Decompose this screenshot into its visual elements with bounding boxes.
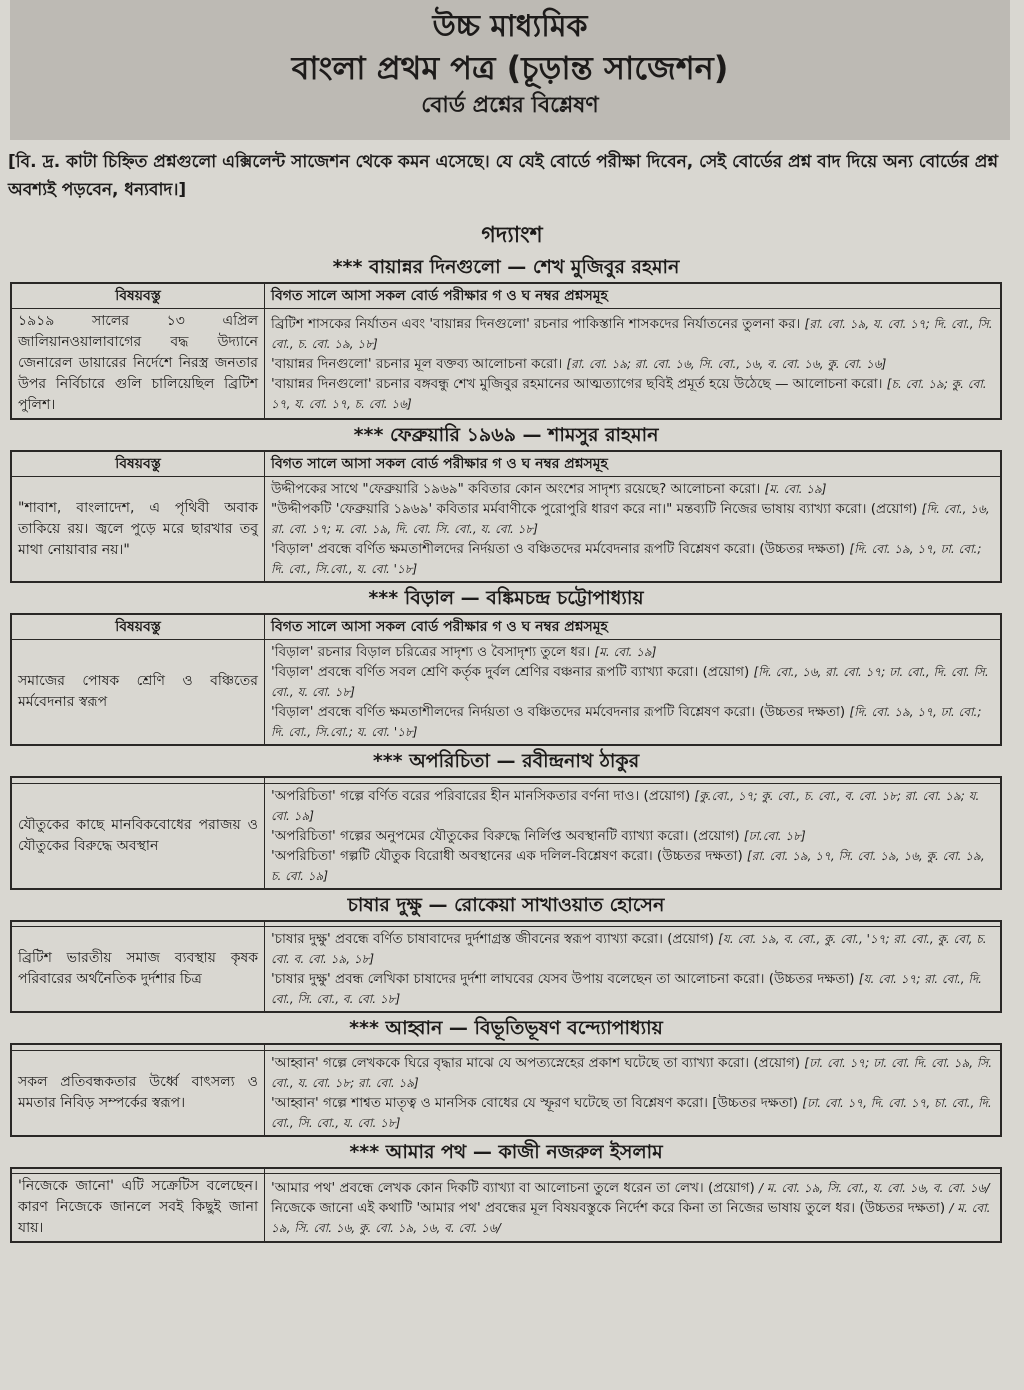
question-citation: / ম. বো. ১৯, সি. বো., য. বো. ১৬, ব. বো. ১৬/ <box>759 1180 990 1195</box>
question-item <box>271 1178 994 1198</box>
topic-cell: সমাজের পোষক শ্রেণি ও বঞ্চিতের মর্মবেদনার স্বরূপ <box>11 640 265 746</box>
table-row <box>11 1174 1001 1243</box>
section-title: *** আহ্বান — বিভূতিভূষণ বন্দ্যোপাধ্যায় <box>349 1017 663 1039</box>
question-citation: / ম. বো. ১৯, সি. বো. ১৬, কু. বো. ১৯, ১৬, ব. বো. ১৬/ <box>271 1200 991 1235</box>
topic-cell: ব্রিটিশ ভারতীয় সমাজ ব্যবস্থায় কৃষক পরিবারের অর্থনৈতিক দুর্দশার চিত্র <box>11 927 265 1013</box>
question-item <box>271 826 994 846</box>
question-item <box>271 662 994 702</box>
questions-cell <box>265 1174 1002 1243</box>
table-row <box>11 477 1001 583</box>
section-title: *** আমার পথ — কাজী নজরুল ইসলাম <box>349 1140 663 1163</box>
question-text: 'অপরিচিতা' গল্পে বর্ণিত বরের পরিবারের হীন মানসিকতার বর্ণনা দাও। (প্রয়োগ) <box>271 787 695 804</box>
question-item <box>271 846 994 886</box>
question-text: 'আমার পথ' প্রবন্ধে লেখক কোন দিকটি ব্যাখ্যা বা আলোচনা তুলে ধরেন তা লেখ। (প্রয়োগ) <box>271 1179 760 1196</box>
question-item <box>271 642 994 662</box>
question-citation: [দি. বো. ১৯, ১৭, ঢা. বো.; দি. বো., সি.বো.; য. বো. '১৮] <box>271 705 982 739</box>
question-item <box>271 969 994 1009</box>
question-text: 'বায়ান্নর দিনগুলো' রচনার মূল বক্তব্য আলোচনা করো। <box>271 355 567 372</box>
question-table <box>10 776 1002 890</box>
question-citation: [কু.বো., ১৭; কু. বো., চ. বো., ব. বো. ১৮; রা. বো. ১৯; য. বো. ১৯] <box>271 788 980 823</box>
table-header-row <box>11 614 1001 640</box>
table-row <box>11 927 1001 1013</box>
question-text: নিজেকে জানো এই কথাটি 'আমার পথ' প্রবন্ধের মূল বিষয়বস্তুকে নির্দেশ করে কিনা তা নিজের ভাষায় তুলে ধর। (উচ্চতর দক্ষতা) <box>271 1199 950 1216</box>
topic-cell: যৌতুকের কাছে মানবিকবোধের পরাজয় ও যৌতুকের বিরুদ্ধে অবস্থান <box>11 783 265 889</box>
questions-cell <box>265 927 1002 1013</box>
question-text: 'আহ্বান' গল্পে শাশ্বত মাতৃত্ব ও মানসিক বোধের যে স্ফূরণ ঘটেছে তা বিশ্লেষণ করো। [উচ্চতর দক্ষতা) <box>271 1094 803 1111</box>
table-row <box>11 640 1001 746</box>
question-citation: [চ. বো. ১৯; কু. বো. ১৭, য. বো. ১৭, চ. বো. ১৬] <box>271 376 987 411</box>
header-topic: বিষয়বস্তু <box>11 451 265 477</box>
page-title: বাংলা প্রথম পত্র (চূড়ান্ত সাজেশন) <box>291 49 729 87</box>
question-text: ব্রিটিশ শাসকের নির্যাতন এবং 'বায়ান্নর দিনগুলো' রচনার পাকিস্তানি শাসকদের নির্যাতনের তুলনা কর। <box>271 315 805 332</box>
questions-cell <box>265 783 1002 889</box>
sections-container <box>10 252 1002 1243</box>
header-questions: বিগত সালে আসা সকল বোর্ড পরীক্ষার গ ও ঘ নম্বর প্রশ্নসমূহ <box>265 451 1002 477</box>
question-text: 'বিড়াল' রচনার বিড়াল চরিত্রের সাদৃশ্য ও বৈসাদৃশ্য তুলে ধর। <box>271 644 595 660</box>
topic-cell: সকল প্রতিবন্ধকতার উর্ধ্বে বাৎসল্য ও মমতার নিবিড় সম্পর্কের স্বরূপ। <box>11 1050 265 1136</box>
question-table <box>10 920 1002 1014</box>
section-title: *** বিড়াল — বঙ্কিমচন্দ্র চট্টোপাধ্যায় <box>368 587 644 609</box>
question-citation: [দি. বো., ১৬, রা. বো. ১৭; ঢা. বো., দি. বো. সি. বো., য. বো. ১৮] <box>271 665 989 699</box>
question-citation: [দি. বো. ১৯, ১৭, ঢা. বো.; দি. বো., সি.বো., য. বো. '১৮] <box>271 542 982 576</box>
question-item <box>271 1093 994 1133</box>
question-item <box>271 1198 994 1238</box>
question-citation: [রা. বো. ১৯; রা. বো. ১৬, সি. বো., ১৬, ব. বো. ১৬, কু. বো. ১৬] <box>566 356 887 371</box>
question-text: 'আহ্বান' গল্পে লেখককে ঘিরে বৃদ্ধার মাঝে যে অপত্যস্নেহের প্রকাশ ঘটেছে তা ব্যাখ্যা করো। (প্রয়োগ) <box>271 1054 805 1071</box>
question-item <box>271 702 994 742</box>
question-citation: [ম. বো. ১৯] <box>764 482 827 496</box>
page-subtitle: বোর্ড প্রশ্নের বিশ্লেষণ <box>421 93 599 118</box>
question-text: "উদ্দীপকটি 'ফেব্রুয়ারি ১৯৬৯' কবিতার মর্মবাণীকে পুরোপুরি ধারণ করে না।" মন্তব্যটি নিজের ভাষায় ব্যাখ্যা করো। (প্রয়োগ) <box>271 501 922 517</box>
question-citation: [রা. বো. ১৯, য. বো. ১৭; দি. বো., সি. বো., চ. বো. ১৯, ১৮] <box>271 316 993 351</box>
question-item <box>271 539 994 579</box>
question-citation: [ঢা. বো. ১৭, দি. বো. ১৭, চা. বো., দি. বো., সি. বো., য. বো. ১৮] <box>271 1095 992 1130</box>
question-item <box>271 374 994 414</box>
question-text: 'চাষার দুক্ষু' প্রবন্ধে বর্ণিত চাষাবাদের দুর্দশাগ্রস্ত জীবনের স্বরূপ ব্যাখ্যা করো। (প্রয়োগ) <box>271 931 719 947</box>
header-questions: বিগত সালে আসা সকল বোর্ড পরীক্ষার গ ও ঘ নম্বর প্রশ্নসমূহ <box>265 614 1002 640</box>
questions-cell <box>265 640 1002 746</box>
level-heading: উচ্চ মাধ্যমিক <box>432 9 588 44</box>
title-banner <box>10 0 1010 140</box>
question-text: উদ্দীপকের সাথে "ফেব্রুয়ারি ১৯৬৯" কবিতার কোন অংশের সাদৃশ্য রয়েছে? আলোচনা করো। <box>271 481 765 497</box>
section-title: *** ফেব্রুয়ারি ১৯৬৯ — শামসুর রাহমান <box>353 424 659 446</box>
table-header-row <box>11 451 1001 477</box>
questions-cell <box>265 1050 1002 1136</box>
question-text: 'চাষার দুক্ষু' প্রবন্ধ লেখিকা চাষাদের দুর্দশা লাঘবের যেসব উপায় বলেছেন তা আলোচনা করো। (উচ্চতর দক্ষতা) <box>271 971 859 987</box>
question-citation: [রা. বো. ১৯, ১৭, সি. বো. ১৯, ১৬, কু. বো. ১৯, চ. বো. ১৯] <box>271 848 985 883</box>
topic-cell: "শাবাশ, বাংলাদেশ, এ পৃথিবী অবাক তাকিয়ে রয়। জ্বলে পুড়ে মরে ছারখার তবু মাথা নোয়াবার নয়।" <box>11 477 265 583</box>
note-text: [বি. দ্র. কাটা চিহ্নিত প্রশ্নগুলো এক্সিলেন্ট সাজেশন থেকে কমন এসেছে। যে যেই বোর্ডে পরীক্ষা দিবেন, সেই বোর্ডের প্রশ্ন বাদ দিয়ে অন্য বোর্ডের প্রশ্ন অবশ্যই পড়বেন, ধন্যবাদ।] <box>8 152 999 200</box>
question-table <box>10 282 1002 420</box>
part-title: গদ্যাংশ <box>481 223 543 248</box>
question-citation: [ম. বো. ১৯] <box>594 645 657 659</box>
question-item <box>271 786 994 826</box>
table-header-row <box>11 283 1001 309</box>
question-item <box>271 1053 994 1093</box>
questions-cell <box>265 477 1002 583</box>
question-table <box>10 1043 1002 1137</box>
question-citation: [ঢা.বো. ১৮] <box>743 828 806 843</box>
header-topic: বিষয়বস্তু <box>11 283 265 309</box>
question-item <box>271 479 994 499</box>
question-text: 'অপরিচিতা' গল্পটি যৌতুক বিরোধী অবস্থানের এক দলিল-বিশ্লেষণ করো। (উচ্চতর দক্ষতা) <box>271 847 748 864</box>
question-item <box>271 929 994 969</box>
question-text: 'বিড়াল' প্রবন্ধে বর্ণিত ক্ষমতাশীলদের নির্দয়তা ও বঞ্চিতদের মর্মবেদনার রূপটি বিশ্লেষণ করো। (উচ্চতর দক্ষতা) <box>271 704 850 720</box>
question-citation: [দি. বো., ১৬, রা. বো. ১৭; ম. বো. ১৯, দি. বো. সি. বো., য. বো. ১৮] <box>271 502 990 536</box>
table-row <box>11 309 1001 420</box>
section-title: *** অপরিচিতা — রবীন্দ্রনাথ ঠাকুর <box>372 750 640 772</box>
question-table <box>10 1167 1002 1244</box>
questions-cell <box>265 309 1002 420</box>
question-item <box>271 314 994 354</box>
question-text: 'অপরিচিতা' গল্পের অনুপমের যৌতুকের বিরুদ্ধে নির্লিপ্ত অবস্থানটি ব্যাখ্যা করো। (প্রয়োগ) <box>271 827 744 844</box>
question-text: 'বিড়াল' প্রবন্ধে বর্ণিত ক্ষমতাশীলদের নির্দয়তা ও বঞ্চিতদের মর্মবেদনার রূপটি বিশ্লেষণ করো। (উচ্চতর দক্ষতা) <box>271 541 850 557</box>
question-item <box>271 499 994 539</box>
question-table <box>10 613 1002 746</box>
table-row <box>11 783 1001 889</box>
topic-cell: ১৯১৯ সালের ১৩ এপ্রিল জালিয়ানওয়ালাবাগের বদ্ধ উদ্যানে জেনারেল ডায়ারের নির্দেশে নিরস্ত্র জনতার উপর নির্বিচারে গুলি চালিয়েছিল ব্রিটিশ পুলিশ। <box>11 309 265 420</box>
section-title: চাষার দুক্ষু — রোকেয়া সাখাওয়াত হোসেন <box>347 893 665 916</box>
question-table <box>10 450 1002 583</box>
question-item <box>271 354 994 374</box>
section-title: *** বায়ান্নর দিনগুলো — শেখ মুজিবুর রহমান <box>332 256 680 278</box>
topic-cell: 'নিজেকে জানো' এটি সক্রেটিস বলেছেন। কারণ নিজেকে জানলে সবই কিছুই জানা যায়। <box>11 1174 265 1243</box>
question-text: 'বায়ান্নর দিনগুলো' রচনার বঙ্গবন্ধু শেখ মুজিবুর রহমানের আত্মত্যাগের ছবিই প্রমূর্ত হয়ে উঠেছে — আলোচনা করো। <box>271 375 887 392</box>
question-citation: [য. বো. ১৯, ব. বো., কু. বো., '১৭; রা. বো., কু. বো, চ. বো. ব. বো. ১৯, ১৮] <box>271 932 987 966</box>
question-text: 'বিড়াল' প্রবন্ধে বর্ণিত সবল শ্রেণি কর্তৃক দুর্বল শ্রেণির বঞ্চনার রূপটি ব্যাখ্যা করো। (প্রয়োগ) <box>271 664 754 680</box>
question-citation: [ঢা. বো. ১৭; ঢা. বো. দি. বো. ১৯, সি. বো., য. বো. ১৮; রা. বো. ১৯] <box>271 1055 993 1090</box>
header-topic: বিষয়বস্তু <box>11 614 265 640</box>
header-questions: বিগত সালে আসা সকল বোর্ড পরীক্ষার গ ও ঘ নম্বর প্রশ্নসমূহ <box>265 283 1002 309</box>
question-citation: [য. বো. ১৭; রা. বো., দি. বো., সি. বো., ব. বো. ১৮] <box>271 972 982 1006</box>
table-row <box>11 1050 1001 1136</box>
